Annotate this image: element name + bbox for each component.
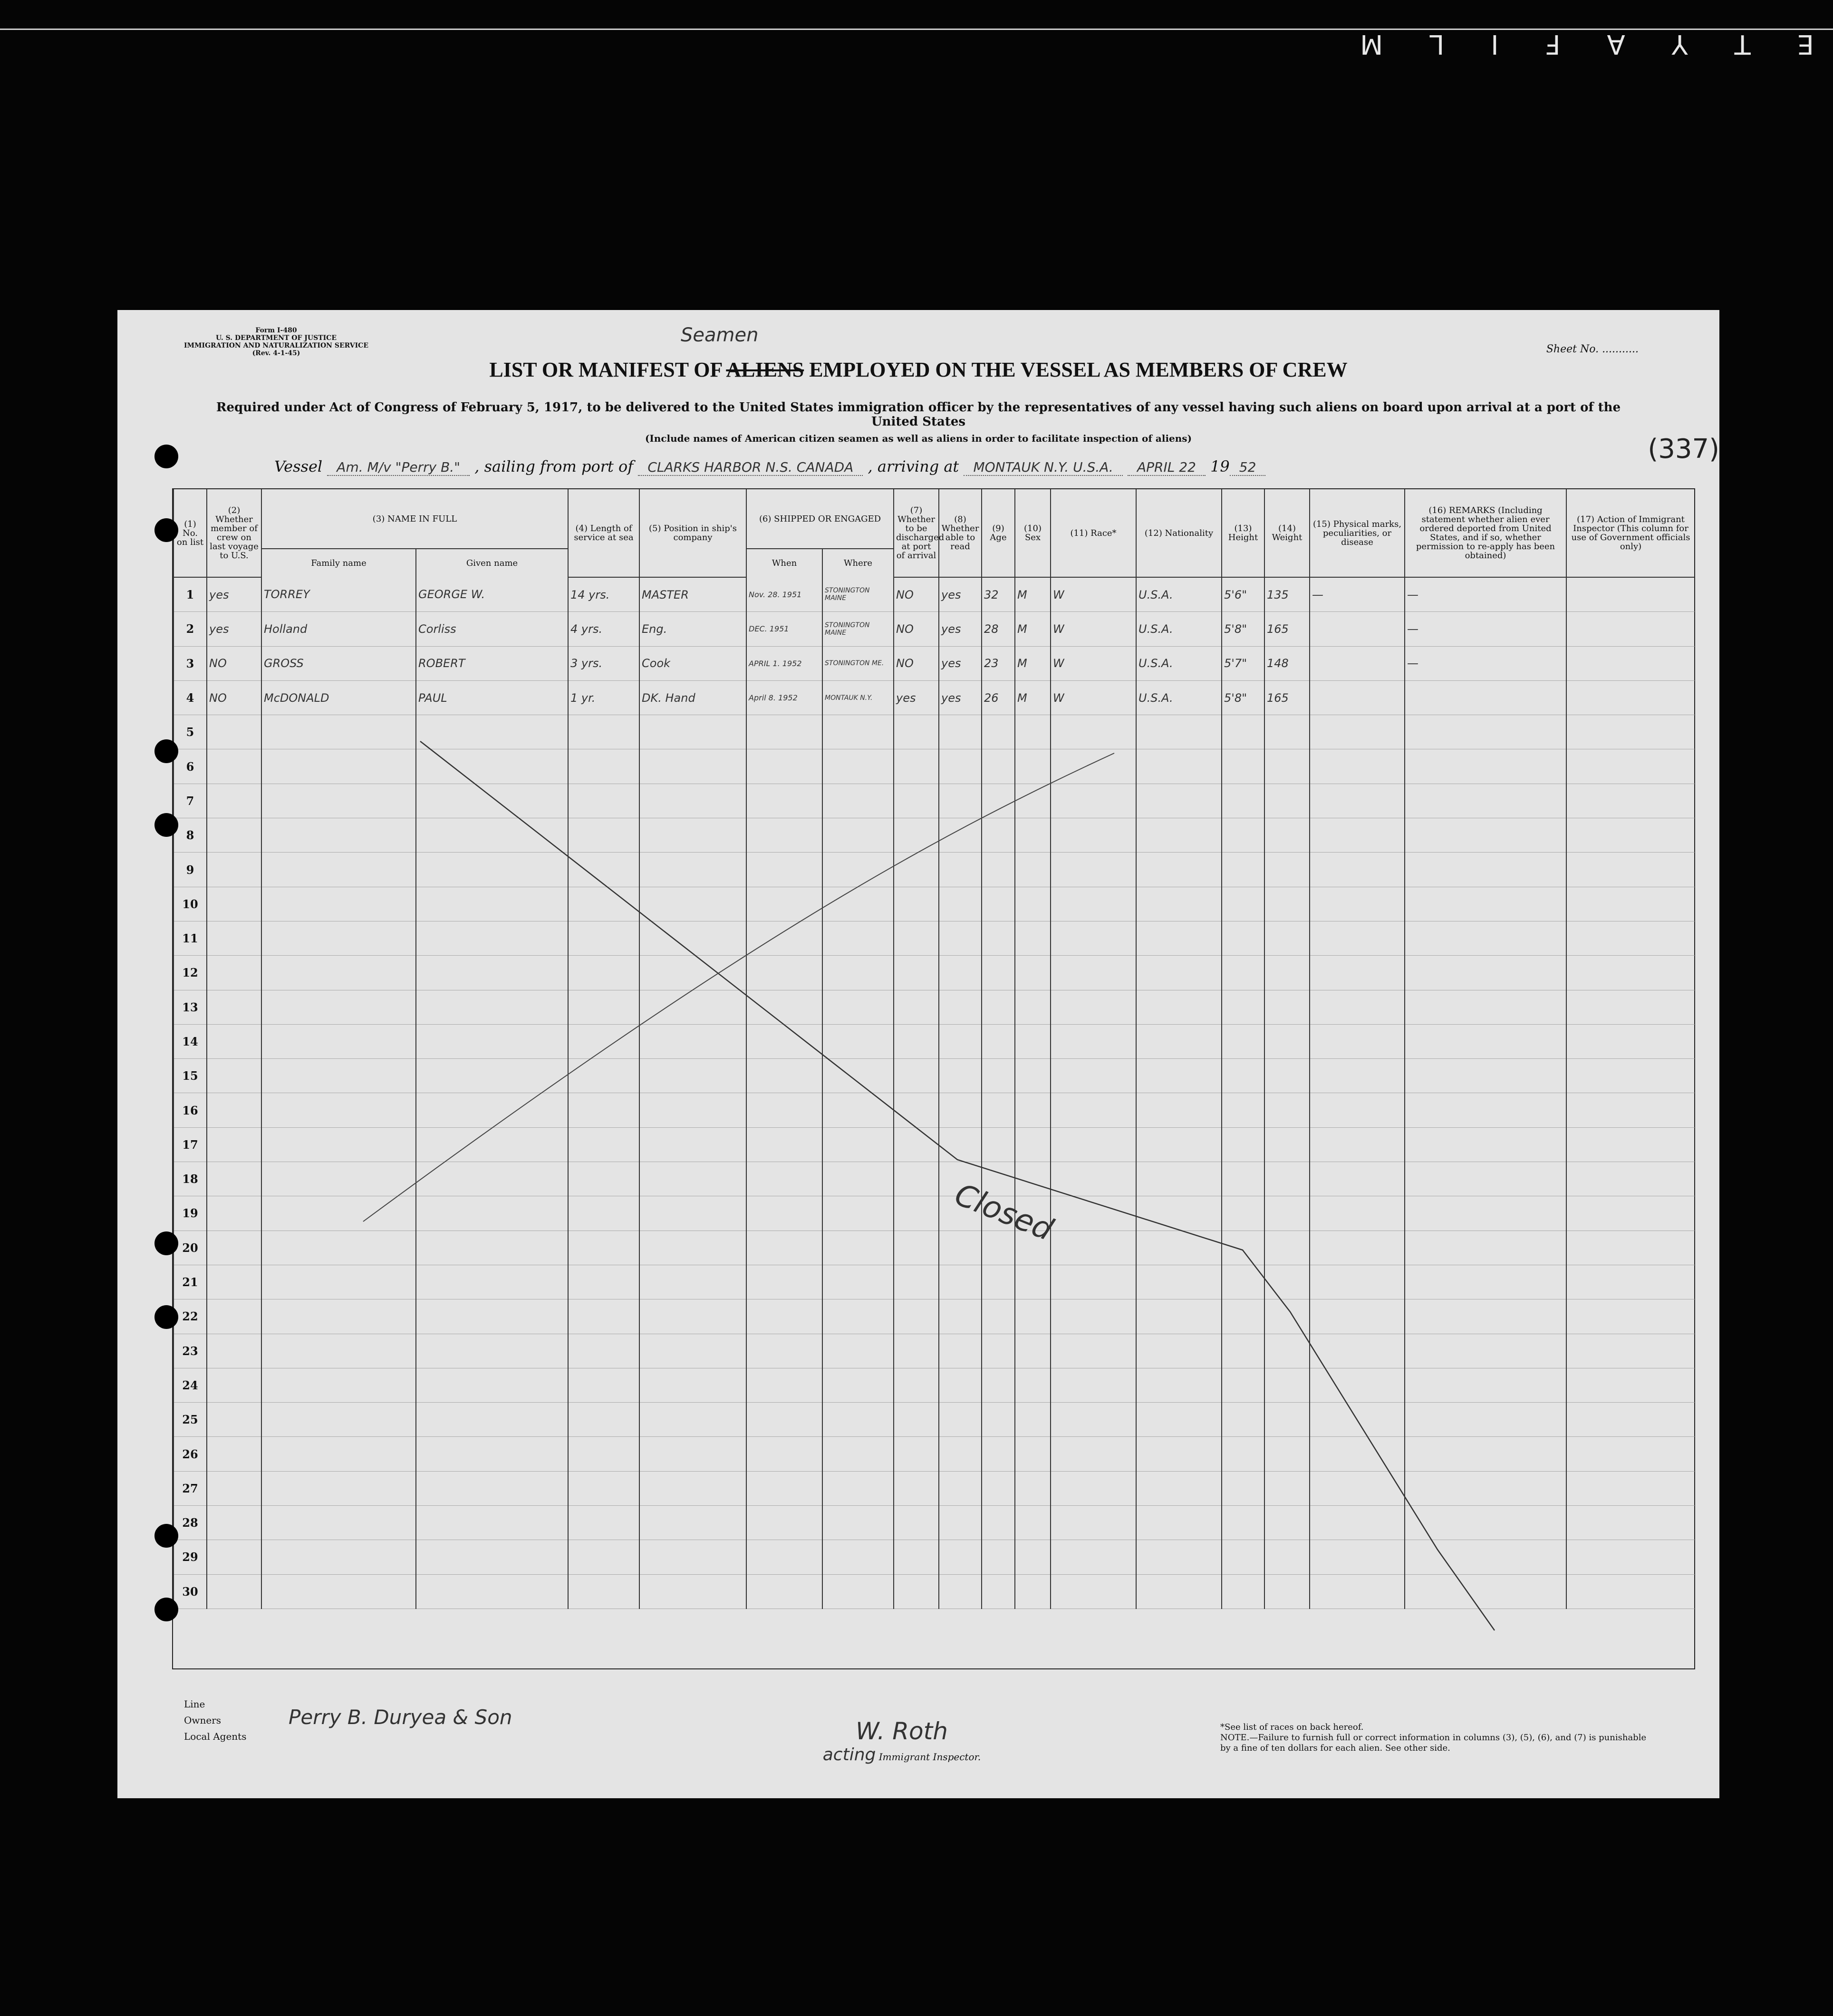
family-name-cell: GROSS [261,646,416,680]
closed-note: Closed [950,1177,1058,1248]
acting-note: acting [822,1745,876,1764]
col-crew: (2) Whether member of crew on last voyage to U.S. [207,489,261,577]
row-number: 24 [174,1368,207,1402]
fine-note: NOTE.—Failure to furnish full or correct information in columns (3), (5), (6), and (7) is punishable by a fine of ten dollars for each alien. See other side. [1220,1733,1647,1753]
row-number: 23 [174,1334,207,1368]
family-name-cell: Holland [261,612,416,646]
row-number: 30 [174,1574,207,1609]
col-action: (17) Action of Immigrant Inspector (This column for use of Government officials only) [1566,489,1695,577]
age-cell: 26 [982,680,1015,715]
sheet-number: Sheet No. ........... [1546,343,1639,355]
form-id [184,327,368,357]
title-handwritten: Seamen [681,324,759,346]
given-name-cell: GEORGE W. [416,577,568,612]
footer-labels [184,1696,246,1745]
crew-cell: yes [207,577,261,612]
col-given-name: Given name [416,549,568,577]
title-part-1: LIST OR MANIFEST OF [489,358,722,381]
col-height: (13) Height [1222,489,1264,577]
col-when: When [746,549,822,577]
when-cell: April 8. 1952 [746,680,822,715]
col-service: (4) Length of service at sea [568,489,639,577]
row-number: 5 [174,715,207,749]
revision: (Rev. 4-1-45) [252,349,300,357]
col-position: (5) Position in ship's company [639,489,746,577]
col-nationality: (12) Nationality [1136,489,1222,577]
year-suffix: 52 [1230,459,1266,476]
punch-hole [154,518,178,542]
row-number: 3 [174,646,207,680]
row-number: 22 [174,1299,207,1334]
punch-hole [154,1524,178,1548]
service: IMMIGRATION AND NATURALIZATION SERVICE [184,342,368,349]
family-name-cell: McDONALD [261,680,416,715]
read-cell: yes [939,680,982,715]
height-cell: 5'6" [1222,577,1264,612]
position-cell: Eng. [639,612,746,646]
where-cell: STONINGTON MAINE [822,577,894,612]
given-name-cell: PAUL [416,680,568,715]
given-name-cell: ROBERT [416,646,568,680]
nationality-cell: U.S.A. [1136,646,1222,680]
closed-cross-marks [173,489,1694,1668]
crew-cell: yes [207,612,261,646]
remarks-cell: — [1405,646,1566,680]
crew-cell: NO [207,680,261,715]
position-cell: Cook [639,646,746,680]
cross-line-2 [363,753,1114,1221]
service-cell: 1 yr. [568,680,639,715]
weight-cell: 135 [1264,577,1310,612]
bottom-note [1220,1722,1648,1754]
row-number: 17 [174,1127,207,1162]
remarks-cell: — [1405,577,1566,612]
position-cell: DK. Hand [639,680,746,715]
form-number: Form I-480 [255,327,297,334]
inspector-label: Immigrant Inspector. [878,1751,981,1763]
sex-cell: M [1015,680,1051,715]
height-cell: 5'8" [1222,680,1264,715]
row-number: 19 [174,1196,207,1231]
col-discharged: (7) Whether to be discharged at port of arrival [894,489,939,577]
weight-cell: 165 [1264,680,1310,715]
inspector-signature [759,1717,1044,1764]
discharged-cell: NO [894,646,939,680]
department: U. S. DEPARTMENT OF JUSTICE [215,334,337,342]
row-number: 9 [174,853,207,887]
col-race: (11) Race* [1051,489,1136,577]
row-number: 10 [174,887,207,921]
row-number: 4 [174,680,207,715]
row-number: 16 [174,1093,207,1127]
vessel-line [274,457,1265,475]
sex-cell: M [1015,646,1051,680]
where-cell: STONINGTON MAINE [822,612,894,646]
agents-label: Local Agents [184,1731,247,1742]
row-number: 14 [174,1024,207,1058]
row-number: 18 [174,1162,207,1196]
arrival-date: APRIL 22 [1128,459,1206,476]
col-sex: (10) Sex [1015,489,1051,577]
row-number: 25 [174,1403,207,1437]
cross-line-1 [420,741,1495,1630]
height-cell: 5'7" [1222,646,1264,680]
race-cell: W [1051,680,1136,715]
row-number: 11 [174,921,207,955]
col-marks: (15) Physical marks, peculiarities, or disease [1310,489,1405,577]
service-cell: 4 yrs. [568,612,639,646]
title-part-2: EMPLOYED ON THE VESSEL AS MEMBERS OF CREW [809,358,1348,381]
col-name: (3) NAME IN FULL [261,489,568,549]
owners-value: Perry B. Duryea & Son [289,1706,512,1729]
where-cell: STONINGTON ME. [822,646,894,680]
discharged-cell: NO [894,612,939,646]
col-remarks: (16) REMARKS (Including statement whether alien ever ordered deported from United States, and if so, whether permission to re-apply has been obtained) [1405,489,1566,577]
vessel-name: Am. M/v "Perry B." [327,459,470,476]
row-number: 26 [174,1437,207,1471]
note: (Include names of American citizen seamen as well as aliens in order to facilitate inspection of aliens) [645,433,1192,444]
row-number: 28 [174,1506,207,1540]
col-number: (1) No. on list [174,489,207,577]
page-title [117,358,1719,382]
owners-label: Owners [184,1715,222,1726]
sailing-label: , sailing from port of [474,457,634,475]
punch-hole [154,1231,178,1255]
vessel-label: Vessel [274,457,323,475]
family-name-cell: TORREY [261,577,416,612]
year-prefix: 19 [1210,457,1230,475]
weight-cell: 165 [1264,612,1310,646]
service-cell: 3 yrs. [568,646,639,680]
row-number: 12 [174,956,207,990]
col-read: (8) Whether able to read [939,489,982,577]
sex-cell: M [1015,577,1051,612]
sex-cell: M [1015,612,1051,646]
row-number: 6 [174,749,207,784]
age-cell: 23 [982,646,1015,680]
crew-table [172,488,1695,1669]
race-note: *See list of races on back hereof. [1220,1722,1364,1732]
age-cell: 28 [982,612,1015,646]
arrival-port: MONTAUK N.Y. U.S.A. [964,459,1122,476]
row-number: 7 [174,784,207,818]
read-cell: yes [939,577,982,612]
given-name-cell: Corliss [416,612,568,646]
col-family-name: Family name [261,549,416,577]
nationality-cell: U.S.A. [1136,577,1222,612]
row-number: 1 [174,577,207,612]
sailing-port: CLARKS HARBOR N.S. CANADA [638,459,863,476]
punch-hole [154,1305,178,1329]
signature: W. Roth [856,1717,948,1745]
discharged-cell: yes [894,680,939,715]
row-number: 13 [174,990,207,1024]
punch-hole [154,445,178,468]
when-cell: Nov. 28. 1951 [746,577,822,612]
col-shipped: (6) SHIPPED OR ENGAGED [746,489,894,549]
remarks-cell: — [1405,612,1566,646]
line-label: Line [184,1698,205,1710]
crew-cell: NO [207,646,261,680]
row-number: 29 [174,1540,207,1574]
marks-cell: — [1310,577,1405,612]
arriving-label: , arriving at [868,457,959,475]
discharged-cell: NO [894,577,939,612]
race-cell: W [1051,646,1136,680]
height-cell: 5'8" [1222,612,1264,646]
col-age: (9) Age [982,489,1015,577]
when-cell: DEC. 1951 [746,612,822,646]
punch-hole [154,739,178,763]
row-number: 21 [174,1265,207,1299]
nationality-cell: U.S.A. [1136,612,1222,646]
age-cell: 32 [982,577,1015,612]
sheet-code: (337) [1648,434,1719,465]
punch-hole [154,1598,178,1621]
film-label: E T Y A F I L M [1341,29,1814,59]
weight-cell: 148 [1264,646,1310,680]
row-number: 2 [174,612,207,646]
col-weight: (14) Weight [1264,489,1310,577]
row-number: 20 [174,1231,207,1265]
read-cell: yes [939,646,982,680]
read-cell: yes [939,612,982,646]
when-cell: APRIL 1. 1952 [746,646,822,680]
punch-hole [154,813,178,837]
subtitle: Required under Act of Congress of February 5, 1917, to be delivered to the United States immigration officer by the representatives of any vessel having such aliens on board upon arrival at a port of the United States [216,400,1621,429]
row-number: 27 [174,1471,207,1505]
row-number: 8 [174,818,207,853]
nationality-cell: U.S.A. [1136,680,1222,715]
row-number: 15 [174,1059,207,1093]
col-where: Where [822,549,894,577]
race-cell: W [1051,612,1136,646]
race-cell: W [1051,577,1136,612]
where-cell: MONTAUK N.Y. [822,680,894,715]
position-cell: MASTER [639,577,746,612]
service-cell: 14 yrs. [568,577,639,612]
title-struck: ALIENS [726,358,804,381]
manifest-page [117,310,1719,1798]
